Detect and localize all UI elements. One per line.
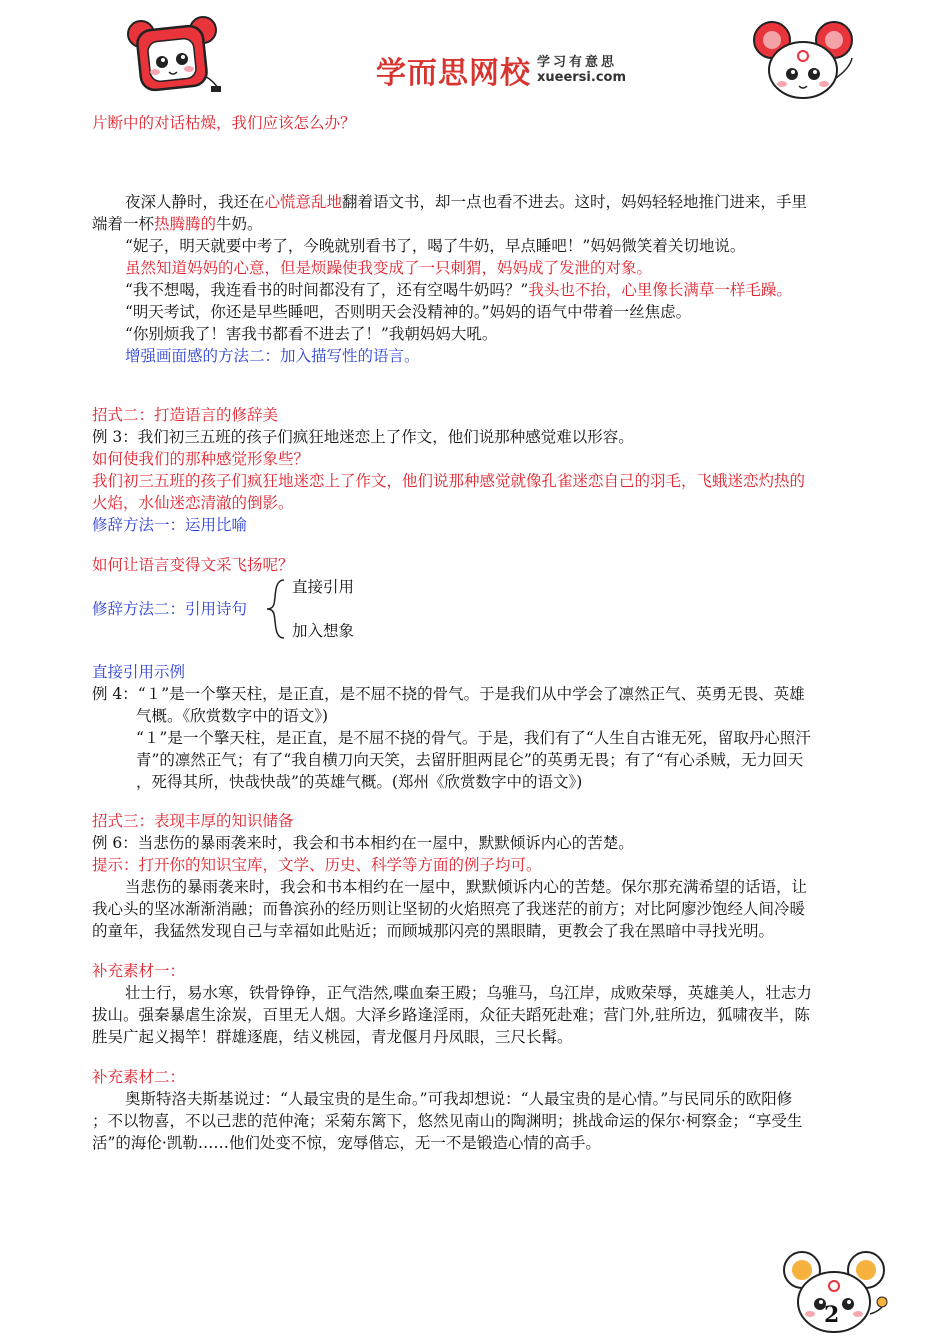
header-mascot-right <box>752 18 856 102</box>
brace-icon <box>264 578 288 640</box>
story-line-6: “明天考试，你还是早些睡吧，否则明天会没精神的。”妈妈的语气中带着一丝焦虑。 <box>125 303 692 321</box>
brand-name: 学而思网校 <box>376 56 531 91</box>
section3-para-2: 我心头的坚冰渐渐消融；而鲁滨孙的经历则让坚韧的火焰照亮了我迷茫的前方；对比阿廖沙饱经人间冷暖 <box>92 900 806 918</box>
brand-logo <box>376 48 626 92</box>
material1-line-2: 拔山。强秦暴虐生涂炭，百里无人烟。大泽乡路逢淫雨，众征夫蹈死赴难；营门外,驻所边，狐啸夜半，陈 <box>92 1006 810 1024</box>
section2-answer-2: 火焰，水仙迷恋清澈的倒影。 <box>92 494 294 512</box>
story-line-4: 虽然知道妈妈的心意，但是烦躁使我变成了一只刺猬，妈妈成了发泄的对象。 <box>125 259 653 277</box>
section3-title: 招式三：表现丰厚的知识储备 <box>92 812 294 830</box>
story-line-3: “妮子，明天就要中考了，今晚就别看书了，喝了牛奶，早点睡吧！”妈妈微笑着关切地说。 <box>125 237 746 255</box>
text: 牛奶。 <box>216 215 263 233</box>
story-line-2 <box>92 213 263 235</box>
method-1: 修辞方法一：运用比喻 <box>92 516 248 534</box>
highlight: 我头也不抬，心里像长满草一样毛躁。 <box>528 281 792 299</box>
text: 夜深人静时，我还在 <box>125 193 265 211</box>
page-number: 2 <box>824 1302 840 1328</box>
brand-url: xueersi.com <box>537 70 627 85</box>
material2-line-1: 奥斯特洛夫斯基说过：“人最宝贵的是生命。”可我却想说：“人最宝贵的是心情。”与民同乐的欧阳修 <box>125 1090 793 1108</box>
material2-line-2: ；不以物喜，不以己悲的范仲淹；采菊东篱下，悠然见南山的陶渊明；挑战命运的保尔·柯察金；“享受生 <box>92 1112 803 1130</box>
story-line-1 <box>125 191 807 213</box>
example-4-line-4: 青”的凛然正气；有了“我自横刀向天笑，去留肝胆两昆仑”的英勇无畏；有了“有心杀贼，无力回天 <box>136 751 804 769</box>
story-method: 增强画面感的方法二：加入描写性的语言。 <box>125 347 420 365</box>
mouse-mascot-icon <box>752 18 856 102</box>
section3-para-1: 当悲伤的暴雨袭来时，我会和书本相约在一屋中，默默倾诉内心的苦楚。保尔那充满希望的话语，让 <box>125 878 808 896</box>
mascot-left-icon <box>125 14 225 98</box>
dialog-heading: 片断中的对话枯燥，我们应该怎么办？ <box>92 114 356 132</box>
material1-line-3: 胜吴广起义揭竿！群雄逐鹿，结义桃园，青龙偃月丹凤眼，三尺长髯。 <box>92 1028 573 1046</box>
highlight: 热腾腾的 <box>154 215 217 233</box>
section3-para-3: 的童年，我猛然发现自己与幸福如此贴近；而顾城那闪亮的黑眼睛，更教会了我在黑暗中寻找光明。 <box>92 922 775 940</box>
section2-question: 如何使我们的那种感觉形象些？ <box>92 450 310 468</box>
section2-title: 招式二：打造语言的修辞美 <box>92 406 279 424</box>
highlight: 心慌意乱地 <box>264 193 343 211</box>
text: “我不想喝，我连看书的时间都没有了，还有空喝牛奶吗？” <box>125 281 529 299</box>
material2-line-3: 活”的海伦·凯勒……他们处变不惊，宠辱偕忘，无一不是锻造心情的高手。 <box>92 1134 601 1152</box>
section3-tip: 提示：打开你的知识宝库，文学、历史、科学等方面的例子均可。 <box>92 856 542 874</box>
branch-direct-quote: 直接引用 <box>292 578 355 596</box>
material1-title: 补充素材一： <box>92 962 186 980</box>
footer-mascot <box>782 1244 892 1336</box>
text: 翻着语文书，却一点也看不进去。这时，妈妈轻轻地推门进来，手里 <box>342 193 808 211</box>
example-title: 直接引用示例 <box>92 663 186 681</box>
example-4-line-3: “１”是一个擎天柱，是正直，是不屈不挠的骨气。于是，我们有了“人生自古谁无死，留取丹心照汗 <box>136 729 811 747</box>
method-2: 修辞方法二：引用诗句 <box>92 600 248 618</box>
example-3: 例 3：我们初三五班的孩子们疯狂地迷恋上了作文，他们说那种感觉难以形容。 <box>92 428 634 446</box>
example-6: 例 6：当悲伤的暴雨袭来时，我会和书本相约在一屋中，默默倾诉内心的苦楚。 <box>92 834 634 852</box>
text: 端着一杯 <box>92 215 155 233</box>
brand-slogan: 学习有意思 <box>537 55 618 70</box>
section2-answer-1: 我们初三五班的孩子们疯狂地迷恋上了作文，他们说那种感觉就像孔雀迷恋自己的羽毛，飞蛾迷恋灼热的 <box>92 472 806 490</box>
material2-title: 补充素材二： <box>92 1068 186 1086</box>
example-4-line-2: 气概。《欣赏数字中的语文》) <box>136 707 329 725</box>
story-line-5 <box>125 279 792 301</box>
story-line-7: “你别烦我了！害我书都看不进去了！”我朝妈妈大吼。 <box>125 325 498 343</box>
header-mascot-left <box>125 14 225 98</box>
section2-question-2: 如何让语言变得文采飞扬呢？ <box>92 556 294 574</box>
material1-line-1: 壮士行，易水寒，铁骨铮铮，正气浩然,喋血秦王殿；乌骓马，乌江岸，成败荣辱，英雄美人，壮志力 <box>125 984 812 1002</box>
example-4-line-1: 例 4：“１”是一个擎天柱，是正直，是不屈不挠的骨气。于是我们从中学会了凛然正气、英勇无畏、英雄 <box>92 685 805 703</box>
branch-imagination: 加入想象 <box>292 622 355 640</box>
example-4-line-5: ，死得其所，快哉快哉”的英雄气概。(郑州《欣赏数字中的语文》) <box>136 773 583 791</box>
